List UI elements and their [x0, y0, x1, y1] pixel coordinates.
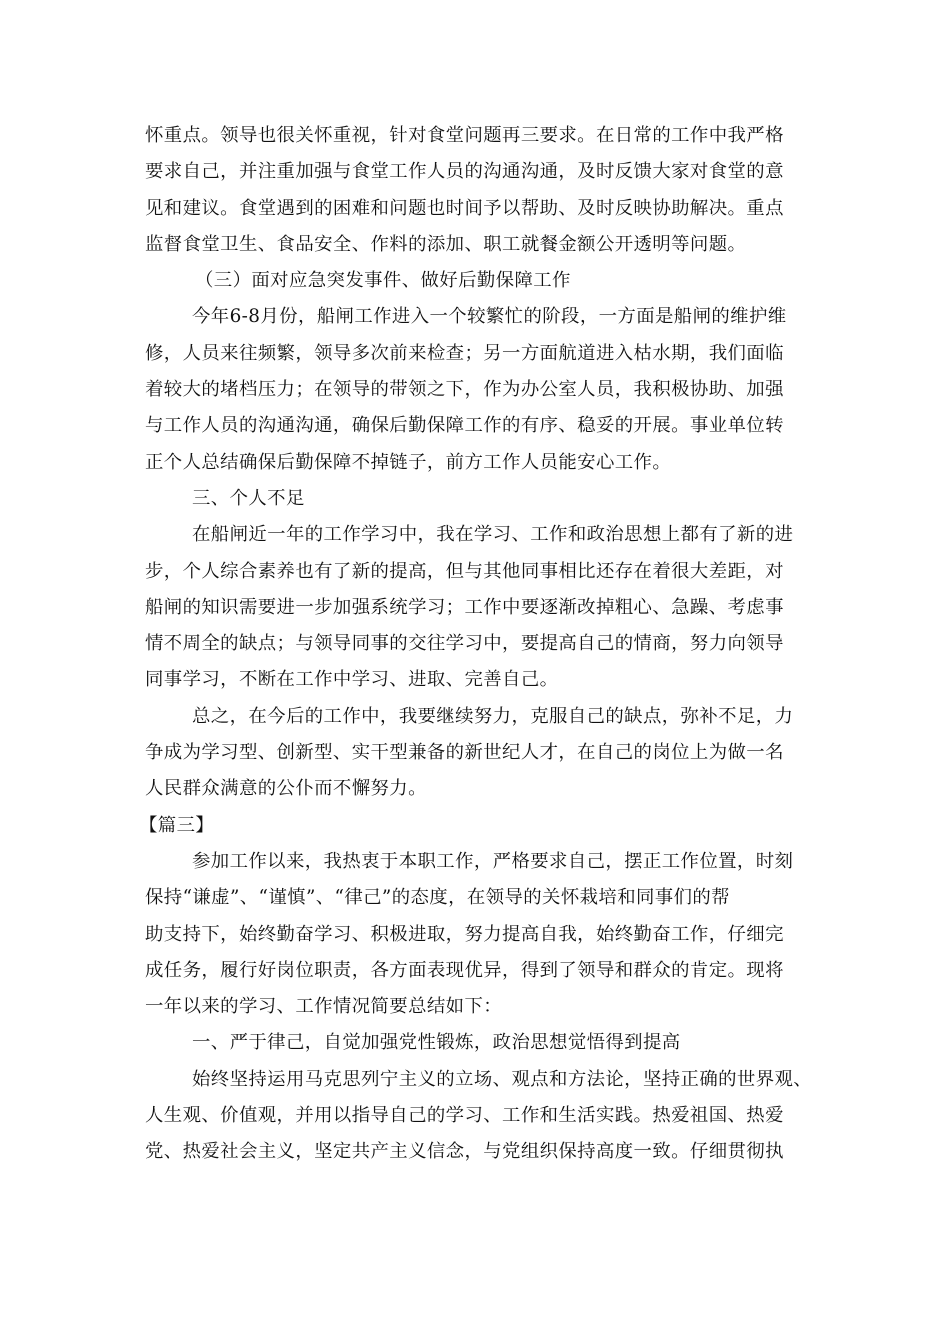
- text-line: 情不周全的缺点；与领导同事的交往学习中，要提高自己的情商，努力向领导: [145, 633, 784, 655]
- text-line: 步，个人综合素养也有了新的提高，但与其他同事相比还存在着很大差距，对: [145, 560, 784, 582]
- text-line: 见和建议。食堂遇到的困难和问题也时间予以帮助、及时反映协助解决。重点: [145, 197, 784, 219]
- paragraph-start: 总之，在今后的工作中，我要继续努力，克服自己的缺点，弥补不足，力: [192, 705, 794, 727]
- chapter-heading: 【篇三】: [139, 814, 215, 836]
- text-line: 要求自己，并注重加强与食堂工作人员的沟通沟通，及时反馈大家对食堂的意: [145, 161, 784, 183]
- text-line: 争成为学习型、创新型、实干型兼备的新世纪人才，在自己的岗位上为做一名: [145, 742, 784, 764]
- text-line: 船闸的知识需要进一步加强系统学习；工作中要逐渐改掉粗心、急躁、考虑事: [145, 596, 784, 618]
- text-line: 同事学习，不断在工作中学习、进取、完善自己。: [145, 669, 559, 691]
- paragraph-start: 在船闸近一年的工作学习中，我在学习、工作和政治思想上都有了新的进: [192, 524, 794, 546]
- text-line: 助支持下，始终勤奋学习、积极进取，努力提高自我，始终勤奋工作，仔细完: [145, 923, 784, 945]
- text-line: 人生观、价值观，并用以指导自己的学习、工作和生活实践。热爱祖国、热爱: [145, 1105, 784, 1127]
- text-line: 着较大的堵档压力；在领导的带领之下，作为办公室人员，我积极协助、加强: [145, 379, 784, 401]
- section-heading-3: （三）面对应急突发事件、做好后勤保障工作: [195, 270, 571, 292]
- paragraph-start: 始终坚持运用马克思列宁主义的立场、观点和方法论，坚持正确的世界观、: [192, 1068, 813, 1090]
- text-line: 怀重点。领导也很关怀重视，针对食堂问题再三要求。在日常的工作中我严格: [145, 125, 784, 146]
- text-line: 修，人员来往频繁，领导多次前来检查；另一方面航道进入枯水期，我们面临: [145, 342, 784, 364]
- section-heading-personal-shortcomings: 三、个人不足: [192, 487, 305, 509]
- text-line: 保持“谦虚”、“谨慎”、“律己”的态度，在领导的关怀栽培和同事们的帮: [145, 887, 730, 909]
- text-line: 监督食堂卫生、食品安全、作料的添加、职工就餐金额公开透明等问题。: [145, 233, 747, 255]
- text-line: 人民群众满意的公仆而不懈努力。: [145, 778, 427, 800]
- document-body: [139, 118, 813, 1171]
- paragraph-start: 参加工作以来，我热衷于本职工作，严格要求自己，摆正工作位置，时刻: [192, 850, 794, 872]
- text-line: 正个人总结确保后勤保障不掉链子，前方工作人员能安心工作。: [145, 451, 672, 473]
- text-line: 一年以来的学习、工作情况简要总结如下：: [145, 996, 503, 1018]
- text-line: 党、热爱社会主义，坚定共产主义信念，与党组织保持高度一致。仔细贯彻执: [145, 1141, 784, 1163]
- text-line: 成任务，履行好岗位职责，各方面表现优异，得到了领导和群众的肯定。现将: [145, 959, 784, 981]
- section-heading-1: 一、严于律己，自觉加强党性锻炼，政治思想觉悟得到提高: [192, 1032, 681, 1054]
- text-line: 与工作人员的沟通沟通，确保后勤保障工作的有序、稳妥的开展。事业单位转: [145, 415, 784, 437]
- paragraph-start: 今年6-8月份，船闸工作进入一个较繁忙的阶段，一方面是船闸的维护维: [192, 306, 787, 328]
